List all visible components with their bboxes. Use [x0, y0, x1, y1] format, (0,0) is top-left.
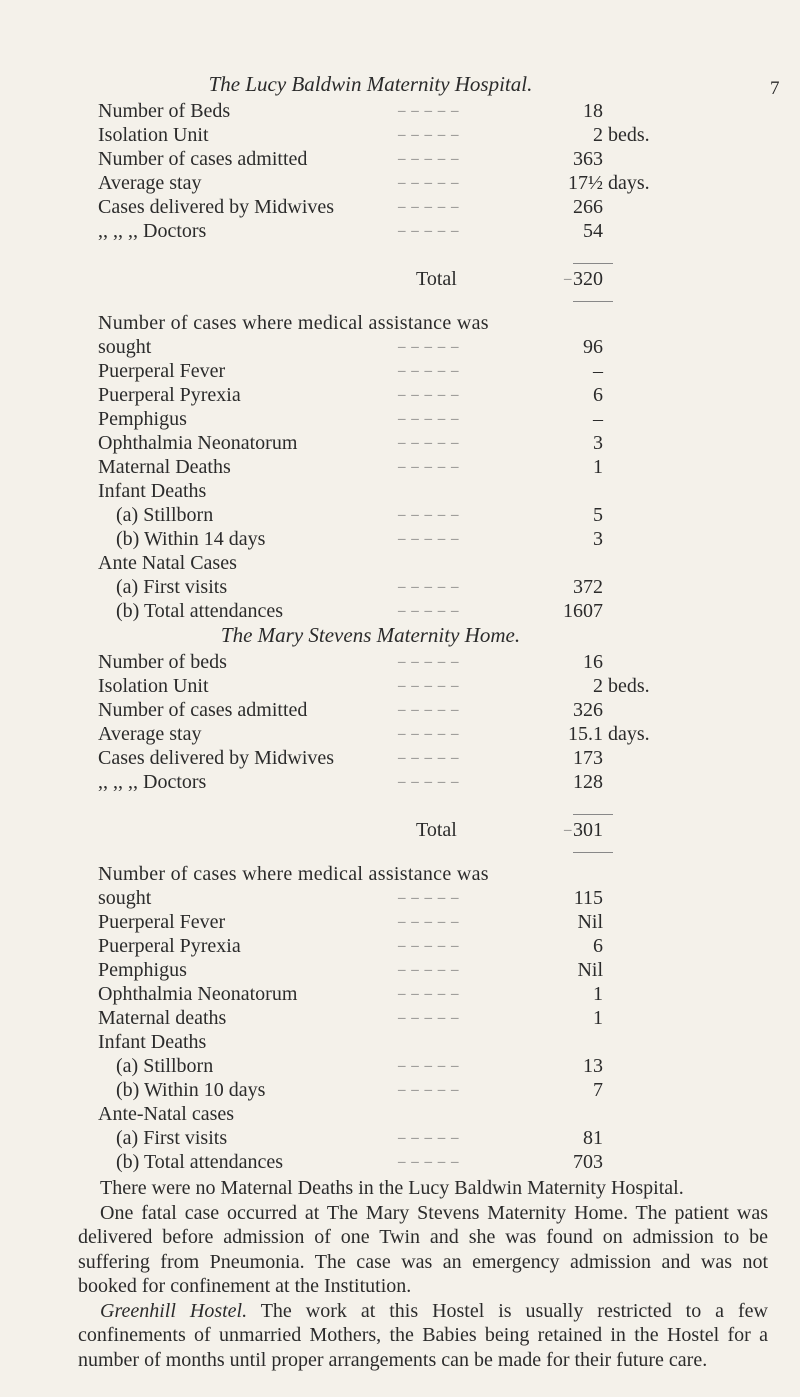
table-row: [98, 934, 778, 958]
table-row: [98, 407, 778, 431]
row-value: 3: [593, 432, 603, 454]
table-row: [98, 171, 778, 195]
table-row: [98, 599, 778, 623]
row-label: Puerperal Pyrexia: [98, 384, 241, 406]
leader-dashes: – – – – –: [398, 603, 460, 619]
paragraph-fatal-case: One fatal case occurred at The Mary Stevens Maternity Home. The patient was delivered before admission of one Twin and she was found on admission to be suffering from Pneumonia. The case was an emergency admission and was not booked for confinement at the Institution.: [78, 1201, 768, 1297]
leader-dashes: – – – – –: [398, 223, 460, 239]
row-value: 1: [593, 983, 603, 1005]
leader-dashes: – – – – –: [398, 890, 460, 906]
leader-dashes: – – – – –: [398, 435, 460, 451]
row-label: ,, ,, ,, Doctors: [98, 771, 207, 793]
leader-dashes: – – – – –: [398, 750, 460, 766]
table-row: [98, 219, 778, 243]
leader-dashes: – – – – –: [398, 1130, 460, 1146]
leader-dashes: –: [564, 271, 573, 287]
leader-dashes: –: [564, 822, 573, 838]
row-label: Pemphigus: [98, 408, 187, 430]
total-value: 301: [573, 819, 603, 841]
lucy-total-row: [98, 267, 778, 291]
row-value: Nil: [577, 911, 603, 933]
table-row: [98, 575, 778, 599]
leader-dashes: – – – – –: [398, 1010, 460, 1026]
row-label: Infant Deaths: [98, 480, 207, 502]
table-row: [98, 722, 778, 746]
table-row: [98, 383, 778, 407]
leader-dashes: – – – – –: [398, 507, 460, 523]
table-row: [98, 479, 778, 503]
leader-dashes: – – – – –: [398, 151, 460, 167]
table-row: [98, 147, 778, 171]
row-label: Isolation Unit: [98, 124, 209, 146]
row-label: Average stay: [98, 172, 202, 194]
table-row: [98, 650, 778, 674]
table-row: [98, 335, 778, 359]
section-heading-lucy: The Lucy Baldwin Maternity Hospital.: [208, 72, 533, 96]
row-label: (b) Within 14 days: [116, 528, 266, 550]
table-row: [98, 1054, 778, 1078]
table-row: [98, 503, 778, 527]
row-value: 96: [583, 336, 603, 358]
leader-dashes: – – – – –: [398, 199, 460, 215]
row-label: (b) Total attendances: [116, 600, 284, 622]
row-value: 372: [573, 576, 603, 598]
row-value: 6: [593, 935, 603, 957]
table-row: [98, 958, 778, 982]
row-label: (b) Within 10 days: [116, 1079, 266, 1101]
row-value: 363: [573, 148, 603, 170]
row-label: sought: [98, 887, 152, 909]
row-value: 6: [593, 384, 603, 406]
table-row: [98, 455, 778, 479]
greenhill-title: Greenhill Hostel.: [100, 1299, 248, 1322]
row-value: 703: [573, 1151, 603, 1173]
leader-dashes: – – – – –: [398, 579, 460, 595]
row-value: –: [593, 360, 603, 382]
row-label: (a) Stillborn: [116, 504, 214, 526]
section-heading-mary: The Mary Stevens Maternity Home.: [220, 623, 521, 647]
table-row: [98, 1030, 778, 1054]
row-label: (a) First visits: [116, 576, 228, 598]
leader-dashes: – – – – –: [398, 363, 460, 379]
row-label: Ophthalmia Neonatorum: [98, 432, 298, 454]
row-label: Isolation Unit: [98, 675, 209, 697]
mary-stats-table: [98, 650, 778, 794]
row-unit: days.: [608, 172, 650, 194]
row-label: Maternal Deaths: [98, 456, 231, 478]
row-label: Pemphigus: [98, 959, 187, 981]
row-label: sought: [98, 336, 152, 358]
lucy-stats-table: [98, 99, 778, 243]
row-unit: beds.: [608, 124, 650, 146]
total-label: Total: [416, 268, 457, 290]
row-value: 1: [593, 1007, 603, 1029]
table-row: [98, 746, 778, 770]
row-label: (b) Total attendances: [116, 1151, 284, 1173]
table-row: [98, 674, 778, 698]
row-value: 1: [593, 456, 603, 478]
page-number: 7: [770, 78, 780, 99]
paragraph-greenhill: [78, 1299, 768, 1373]
row-unit: days.: [608, 723, 650, 745]
lucy-assistance-table: [98, 335, 778, 623]
row-value: 2: [593, 675, 603, 697]
row-value: 54: [583, 220, 603, 242]
row-value: 81: [583, 1127, 603, 1149]
row-label: Ophthalmia Neonatorum: [98, 983, 298, 1005]
row-value: 17½: [568, 172, 603, 194]
leader-dashes: – – – – –: [398, 914, 460, 930]
row-value: 2: [593, 124, 603, 146]
narrative-paragraphs: [78, 1176, 768, 1372]
row-value: 7: [593, 1079, 603, 1101]
table-row: [98, 1102, 778, 1126]
row-value: 173: [573, 747, 603, 769]
table-row: [98, 1126, 778, 1150]
row-label: Number of Beds: [98, 100, 231, 122]
table-row: [98, 886, 778, 910]
table-row: [98, 1078, 778, 1102]
leader-dashes: – – – – –: [398, 726, 460, 742]
row-value: 15.1: [568, 723, 603, 745]
leader-dashes: – – – – –: [398, 962, 460, 978]
table-row: [98, 431, 778, 455]
row-label: Ante-Natal cases: [98, 1103, 235, 1125]
leader-dashes: – – – – –: [398, 459, 460, 475]
row-value: 5: [593, 504, 603, 526]
table-row: [98, 1150, 778, 1174]
leader-dashes: – – – – –: [398, 387, 460, 403]
row-label: ,, ,, ,, Doctors: [98, 220, 207, 242]
report-content: [98, 72, 778, 1174]
row-label: Number of beds: [98, 651, 227, 673]
leader-dashes: – – – – –: [398, 702, 460, 718]
row-value: 18: [583, 100, 603, 122]
leader-dashes: – – – – –: [398, 938, 460, 954]
leader-dashes: – – – – –: [398, 531, 460, 547]
greenhill-body: The work at this Hostel is usually restricted to a few confinements of unmarried Mothers, the Babies being retained in the Hostel for a number of months until proper arrangements can be made for their future care.: [78, 1299, 768, 1371]
assist-line-mary: Number of cases where medical assistance was: [98, 863, 489, 885]
table-row: [98, 982, 778, 1006]
leader-dashes: – – – – –: [398, 103, 460, 119]
assist-line-lucy: Number of cases where medical assistance was: [98, 312, 489, 334]
table-row: [98, 770, 778, 794]
leader-dashes: – – – – –: [398, 411, 460, 427]
leader-dashes: – – – – –: [398, 175, 460, 191]
row-label: Average stay: [98, 723, 202, 745]
row-value: 115: [573, 887, 603, 909]
table-row: [98, 1006, 778, 1030]
leader-dashes: – – – – –: [398, 1154, 460, 1170]
total-label: Total: [416, 819, 457, 841]
row-value: 3: [593, 528, 603, 550]
row-value: 266: [573, 196, 603, 218]
row-label: Infant Deaths: [98, 1031, 207, 1053]
row-value: 16: [583, 651, 603, 673]
mary-total-row: [98, 818, 778, 842]
table-row: [98, 99, 778, 123]
row-label: Puerperal Fever: [98, 360, 226, 382]
row-label: Maternal deaths: [98, 1007, 227, 1029]
leader-dashes: – – – – –: [398, 774, 460, 790]
row-value: 1607: [563, 600, 603, 622]
row-label: (a) First visits: [116, 1127, 228, 1149]
leader-dashes: – – – – –: [398, 654, 460, 670]
row-value: –: [593, 408, 603, 430]
leader-dashes: – – – – –: [398, 986, 460, 1002]
row-unit: beds.: [608, 675, 650, 697]
row-label: Cases delivered by Midwives: [98, 747, 335, 769]
row-label: Ante Natal Cases: [98, 552, 237, 574]
leader-dashes: – – – – –: [398, 127, 460, 143]
leader-dashes: – – – – –: [398, 1058, 460, 1074]
row-value: 128: [573, 771, 603, 793]
leader-dashes: – – – – –: [398, 1082, 460, 1098]
table-row: [98, 359, 778, 383]
leader-dashes: – – – – –: [398, 339, 460, 355]
row-label: Number of cases admitted: [98, 148, 308, 170]
table-row: [98, 910, 778, 934]
total-value: 320: [573, 268, 603, 290]
row-label: Puerperal Pyrexia: [98, 935, 241, 957]
row-value: 326: [573, 699, 603, 721]
row-label: Puerperal Fever: [98, 911, 226, 933]
leader-dashes: – – – – –: [398, 678, 460, 694]
paragraph-no-deaths: There were no Maternal Deaths in the Lucy Baldwin Maternity Hospital.: [100, 1177, 684, 1199]
mary-assistance-table: [98, 886, 778, 1174]
table-row: [98, 123, 778, 147]
row-label: Number of cases admitted: [98, 699, 308, 721]
table-row: [98, 698, 778, 722]
table-row: [98, 551, 778, 575]
row-label: Cases delivered by Midwives: [98, 196, 335, 218]
row-label: (a) Stillborn: [116, 1055, 214, 1077]
row-value: Nil: [577, 959, 603, 981]
row-value: 13: [583, 1055, 603, 1077]
table-row: [98, 527, 778, 551]
table-row: [98, 195, 778, 219]
